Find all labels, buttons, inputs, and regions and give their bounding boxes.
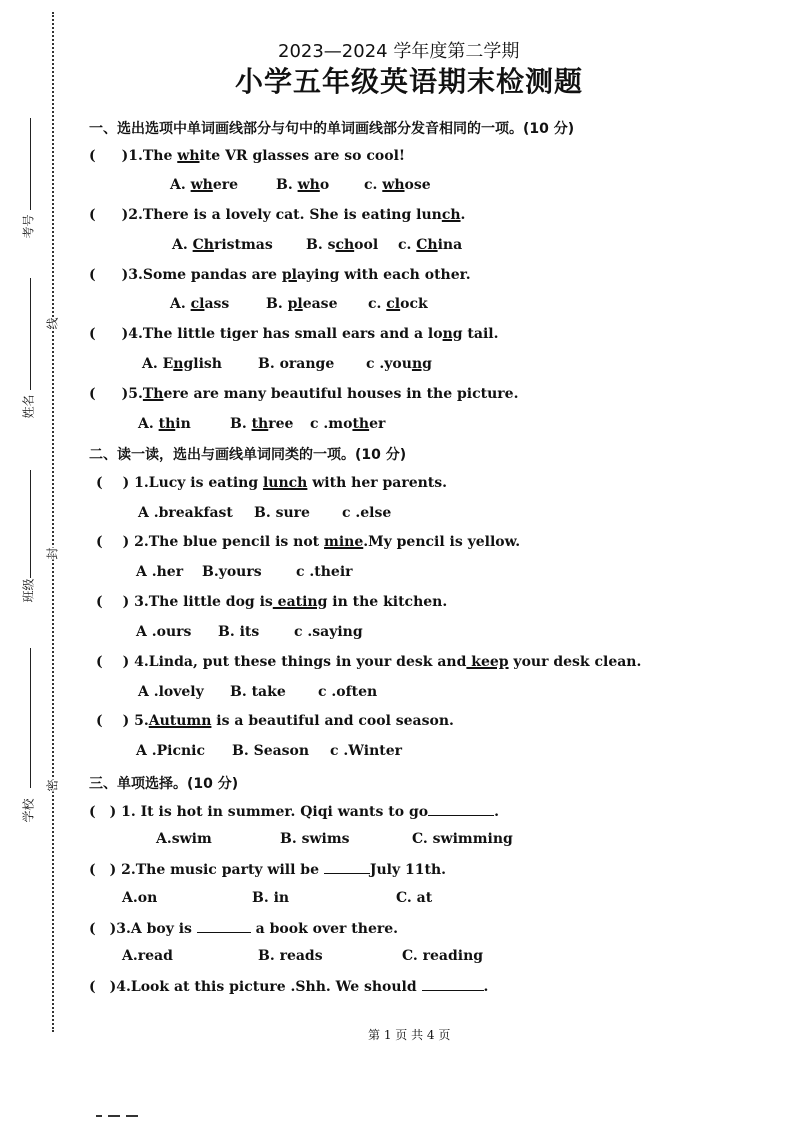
s1-q5-option-c: c .mother [310, 416, 386, 432]
s3-q2-option-c: C. at [396, 890, 433, 906]
s1-question-4: ( )4.The little tiger has small ears and a long tail. [89, 326, 499, 342]
s3-question-1: ( ) 1. It is hot in summer. Qiqi wants to go . [89, 804, 499, 820]
binding-dotted-line [52, 12, 54, 1032]
s2-q2-option-c: c .their [296, 564, 353, 580]
s2-q3-option-b: B. its [218, 624, 260, 640]
s3-q2-option-a: A.on [122, 890, 158, 906]
s1-q5-option-a: A. thin [138, 416, 191, 432]
s2-q4-option-c: c .often [318, 684, 378, 700]
exam-no-label: 考号 [21, 214, 36, 239]
s1-q5-option-b: B. three [230, 416, 294, 432]
s1-q4-option-a: A. English [142, 356, 222, 372]
scan-mark [108, 1115, 120, 1117]
s1-q1-option-b: B. who [276, 177, 330, 193]
s1-q4-option-c: c .young [366, 356, 432, 372]
s1-q3-option-b: B. please [266, 296, 338, 312]
name-label: 姓名 [21, 394, 36, 419]
s2-q5-option-b: B. Season [232, 743, 310, 759]
s1-q1-option-a: A. where [170, 177, 239, 193]
s2-q4-option-b: B. take [230, 684, 286, 700]
s1-question-2: ( )2.There is a lovely cat. She is eating lunch. [89, 207, 466, 223]
s2-question-1: ( ) 1.Lucy is eating lunch with her parents. [96, 475, 448, 491]
s1-question-1: ( )1.The white VR glasses are so cool! [89, 148, 406, 164]
s2-question-3: ( ) 3.The little dog is eating in the kitchen. [96, 594, 448, 610]
s1-q1-option-c: c. whose [364, 177, 431, 193]
s2-q1-option-b: B. sure [254, 505, 310, 521]
s2-q3-option-c: c .saying [294, 624, 363, 640]
seal-mark-secret: 密 [45, 779, 60, 792]
seal-mark-seal: 封 [45, 547, 60, 560]
class-line [30, 470, 31, 578]
s3-question-4: ( )4.Look at this picture .Shh. We should . [89, 979, 489, 995]
page-footer: 第 1 页 共 4 页 [368, 1028, 451, 1042]
exam-title: 小学五年级英语期末检测题 [235, 65, 584, 98]
s1-question-5: ( )5.There are many beautiful houses in the picture. [89, 386, 519, 402]
scan-mark [96, 1115, 102, 1117]
s1-q4-option-b: B. orange [258, 356, 335, 372]
s1-q2-option-a: A. Christmas [172, 237, 273, 253]
s2-q5-option-c: c .Winter [330, 743, 402, 759]
s3-q1-option-a: A.swim [156, 831, 212, 847]
s2-question-4: ( ) 4.Linda, put these things in your desk and keep your desk clean. [96, 654, 642, 670]
s2-q5-option-a: A .Picnic [136, 743, 206, 759]
s2-q3-option-a: A .ours [136, 624, 192, 640]
s1-q3-option-a: A. class [170, 296, 230, 312]
s3-question-3: ( )3.A boy is a book over there. [89, 921, 399, 937]
name-line [30, 278, 31, 390]
s3-q2-option-b: B. in [252, 890, 290, 906]
class-label: 班级 [21, 578, 36, 603]
school-line [30, 648, 31, 788]
s3-question-2: ( ) 2.The music party will be July 11th. [89, 862, 447, 878]
s3-q3-option-b: B. reads [258, 948, 323, 964]
s3-q3-option-a: A.read [122, 948, 173, 964]
s1-q2-option-c: c. China [398, 237, 463, 253]
school-year: 2023—2024 学年度第二学期 [278, 41, 520, 62]
s2-q1-option-a: A .breakfast [138, 505, 233, 521]
school-label: 学校 [21, 798, 36, 823]
section2-heading: 二、读一读，选出与画线单词同类的一项。(10 分) [89, 447, 407, 463]
section3-heading: 三、单项选择。(10 分) [89, 776, 239, 792]
seal-mark-line: 线 [45, 317, 60, 330]
s2-question-5: ( ) 5.Autumn is a beautiful and cool season. [96, 713, 454, 729]
s2-q1-option-c: c .else [342, 505, 392, 521]
s3-q1-option-c: C. swimming [412, 831, 513, 847]
s3-q3-option-c: C. reading [402, 948, 484, 964]
exam-no-line [30, 118, 31, 210]
s1-q3-option-c: c. clock [368, 296, 428, 312]
s1-q2-option-b: B. school [306, 237, 379, 253]
s2-q4-option-a: A .lovely [138, 684, 204, 700]
s2-q2-option-b: B.yours [202, 564, 262, 580]
s2-q2-option-a: A .her [136, 564, 184, 580]
scan-mark [126, 1115, 138, 1117]
s1-question-3: ( )3.Some pandas are playing with each other. [89, 267, 471, 283]
section1-heading: 一、选出选项中单词画线部分与句中的单词画线部分发音相同的一项。(10 分) [89, 121, 575, 137]
s3-q1-option-b: B. swims [280, 831, 350, 847]
s2-question-2: ( ) 2.The blue pencil is not mine.My pencil is yellow. [96, 534, 521, 550]
